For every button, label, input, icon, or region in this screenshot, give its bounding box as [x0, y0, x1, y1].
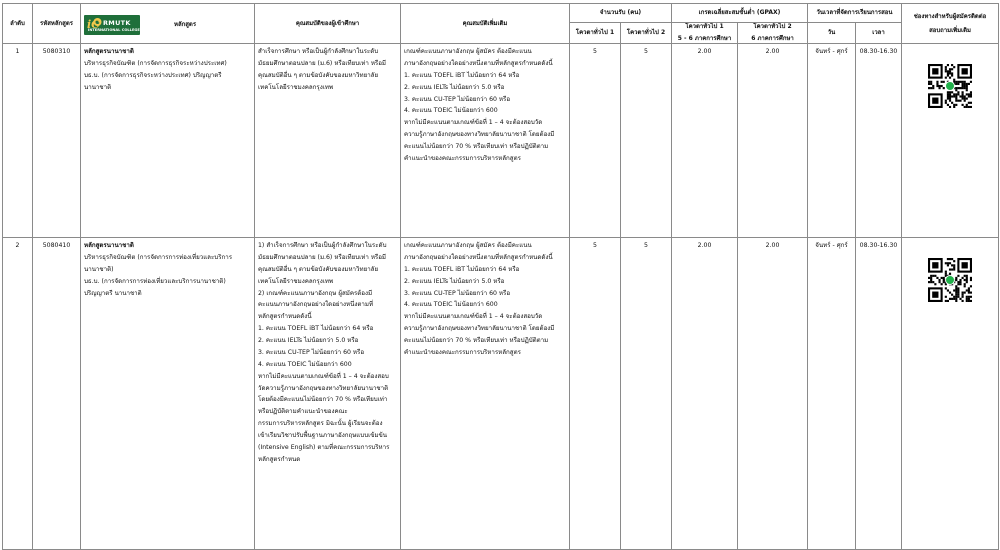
qualification-line: 4. คะแนน TOEIC ไม่น้อยกว่า 600: [258, 360, 352, 368]
quota-2: 5: [621, 44, 672, 238]
quota-2: 5: [621, 238, 672, 550]
program-title: หลักสูตรนานาชาติ: [84, 242, 134, 250]
header-quota1: โควตาทั่วไป 1: [570, 23, 621, 44]
contact-cell: [902, 238, 999, 550]
qualification-line: (Intensive English) ตามที่คณะกรรมการบริหาร: [258, 443, 390, 451]
qualification-line: หลักสูตรกำหนด: [258, 455, 301, 463]
qualification-line: มัธยมศึกษาตอนปลาย (ม.6) หรือเทียบเท่า หรือมี: [258, 254, 387, 262]
header-qualification: คุณสมบัติของผู้เข้าศึกษา: [255, 4, 401, 44]
table-row: [3, 44, 999, 238]
program-line: บธ.บ. (การจัดการการท่องเที่ยวและบริการนานาชาติ): [84, 277, 226, 285]
qualification-line: วัดความรู้ภาษาอังกฤษของทางวิทยาลัยนานาชาติ: [258, 384, 389, 392]
header-gpax2: [738, 23, 808, 44]
additional-line: 4. คะแนน TOEIC ไม่น้อยกว่า 600: [404, 301, 498, 309]
header-contact-line2: สอบถามเพิ่มเติม: [929, 26, 971, 34]
qualification-line: เทคโนโลยีราชมงคลกรุงเทพ: [258, 83, 334, 91]
additional-line: คำแนะนำของคณะกรรมการบริหารหลักสูตร: [404, 154, 521, 162]
header-gpax2-line2: 6 ภาคการศึกษา: [751, 35, 794, 43]
qualification-line: เทคโนโลยีราชมงคลกรุงเทพ: [258, 277, 334, 285]
additional-line: 1. คะแนน TOEFL iBT ไม่น้อยกว่า 64 หรือ: [404, 265, 520, 273]
qualification-line: โดยต้องมีคะแนนไม่น้อยกว่า 70 % หรือเทียบเท่า: [258, 396, 388, 404]
qualification-line: คะแนนภาษาอังกฤษอย่างใดอย่างหนึ่งตามที่: [258, 301, 374, 309]
line-qr-code[interactable]: [928, 64, 972, 108]
additional-line: คะแนนไม่น้อยกว่า 70 % หรือเทียบเท่า หรือปฏิบัติตาม: [404, 337, 549, 345]
qualification-line: หรือปฏิบัติตามคำแนะนำของคณะ: [258, 408, 348, 416]
header-program-label: หลักสูตร: [174, 20, 197, 28]
program-line: บริหารธุรกิจบัณฑิต (การจัดการธุรกิจระหว่างประเทศ): [84, 60, 227, 68]
header-no: ลำดับ: [3, 4, 33, 44]
gpax-1: 2.00: [672, 44, 738, 238]
study-day: จันทร์ - ศุกร์: [808, 44, 856, 238]
additional-line: ความรู้ภาษาอังกฤษของทางวิทยาลัยนานาชาติ โดยต้องมี: [404, 131, 555, 139]
additional-line: 3. คะแนน CU-TEP ไม่น้อยกว่า 60 หรือ: [404, 95, 511, 103]
study-time: 08.30-16.30: [856, 44, 902, 238]
additional-line: 2. คะแนน IELTs ไม่น้อยกว่า 5.0 หรือ: [404, 277, 505, 285]
qualification-cell: [255, 238, 401, 550]
header-gpax2-line1: โควตาทั่วไป 2: [753, 23, 792, 30]
study-time: 08.30-16.30: [856, 238, 902, 550]
qualification-line: สำเร็จการศึกษา หรือเป็นผู้กำลังศึกษาในระดับ: [258, 48, 379, 56]
gpax-2: 2.00: [738, 238, 808, 550]
contact-cell: [902, 44, 999, 238]
qualification-line: 3. คะแนน CU-TEP ไม่น้อยกว่า 60 หรือ: [258, 348, 365, 356]
additional-line: หากไม่มีคะแนนตามเกณฑ์ข้อที่ 1 – 4 จะต้องสอบวัด: [404, 313, 543, 321]
qualification-line: กรรมการบริหารหลักสูตร มิฉะนั้น ผู้เรียนจะต้อง: [258, 420, 383, 428]
additional-cell: [401, 44, 570, 238]
admission-table: [2, 3, 999, 550]
header-time: เวลา: [856, 23, 902, 44]
row-number: 2: [3, 238, 33, 550]
program-title: หลักสูตรนานาชาติ: [84, 48, 134, 56]
header-gpax: เกรดเฉลี่ยสะสมขั้นต่ำ (GPAX): [672, 4, 808, 23]
additional-line: 1. คะแนน TOEFL iBT ไม่น้อยกว่า 64 หรือ: [404, 71, 520, 79]
qualification-line: คุณสมบัติอื่น ๆ ตามข้อบังคับของมหาวิทยาลัย: [258, 71, 379, 79]
additional-line: ภาษาอังกฤษอย่างใดอย่างหนึ่งตามที่หลักสูตรกำหนดดังนี้: [404, 60, 553, 68]
header-program: [81, 4, 255, 44]
additional-line: คะแนนไม่น้อยกว่า 70 % หรือเทียบเท่า หรือปฏิบัติตาม: [404, 143, 549, 151]
header-contact: [902, 4, 999, 44]
table-row: [3, 238, 999, 550]
additional-line: หากไม่มีคะแนนตามเกณฑ์ข้อที่ 1 – 4 จะต้องสอบวัด: [404, 119, 543, 127]
program-line: นานาชาติ: [84, 83, 112, 91]
additional-line: 4. คะแนน TOEIC ไม่น้อยกว่า 600: [404, 107, 498, 115]
line-qr-code[interactable]: [928, 258, 972, 302]
row-number: 1: [3, 44, 33, 238]
additional-line: ภาษาอังกฤษอย่างใดอย่างหนึ่งตามที่หลักสูตรกำหนดดังนี้: [404, 254, 553, 262]
qr-code-icon[interactable]: [928, 64, 972, 108]
qualification-line: คุณสมบัติอื่น ๆ ตามข้อบังคับของมหาวิทยาลัย: [258, 265, 379, 273]
additional-line: คำแนะนำของคณะกรรมการบริหารหลักสูตร: [404, 348, 521, 356]
program-line: ปริญญาตรี นานาชาติ: [84, 289, 142, 297]
qualification-cell: [255, 44, 401, 238]
qualification-line: 1. คะแนน TOEFL iBT ไม่น้อยกว่า 64 หรือ: [258, 325, 374, 333]
program-code: 5080410: [33, 238, 81, 550]
program-code: 5080310: [33, 44, 81, 238]
quota-1: 5: [570, 238, 621, 550]
program-line: นานาชาติ): [84, 265, 114, 273]
qualification-line: หลักสูตรกำหนดดังนี้: [258, 313, 312, 321]
program-line: บริหารธุรกิจบัณฑิต (การจัดการการท่องเที่ยวและบริการ: [84, 254, 233, 262]
header-gpax1: [672, 23, 738, 44]
additional-line: 2. คะแนน IELTs ไม่น้อยกว่า 5.0 หรือ: [404, 83, 505, 91]
qualification-line: มัธยมศึกษาตอนปลาย (ม.6) หรือเทียบเท่า หรือมี: [258, 60, 387, 68]
gpax-1: 2.00: [672, 238, 738, 550]
program-cell: [81, 44, 255, 238]
qualification-line: 2) เกณฑ์คะแนนภาษาอังกฤษ ผู้สมัครต้องมี: [258, 289, 373, 297]
header-schedule: วันเวลาที่จัดการเรียนการสอน: [808, 4, 902, 23]
qualification-line: หากไม่มีคะแนนตามเกณฑ์ข้อที่ 1 – 4 จะต้องสอบ: [258, 372, 389, 380]
gpax-2: 2.00: [738, 44, 808, 238]
additional-line: ความรู้ภาษาอังกฤษของทางวิทยาลัยนานาชาติ โดยต้องมี: [404, 325, 555, 333]
study-day: จันทร์ - ศุกร์: [808, 238, 856, 550]
program-cell: [81, 238, 255, 550]
header-day: วัน: [808, 23, 856, 44]
qualification-line: เข้าเรียนวิชาปรับพื้นฐานภาษาอังกฤษแบบเข้มข้น: [258, 431, 388, 439]
additional-line: เกณฑ์คะแนนภาษาอังกฤษ ผู้สมัคร ต้องมีคะแนน: [404, 48, 532, 56]
header-gpax1-line2: 5 - 6 ภาคการศึกษา: [677, 35, 732, 43]
header-code: รหัสหลักสูตร: [33, 4, 81, 44]
header-quota2: โควตาทั่วไป 2: [621, 23, 672, 44]
logo-subtitle: INTERNATIONAL COLLEGE: [88, 27, 140, 32]
header-contact-line1: ช่องทางสำหรับผู้สมัครติดต่อ: [913, 12, 987, 20]
additional-line: เกณฑ์คะแนนภาษาอังกฤษ ผู้สมัคร ต้องมีคะแนน: [404, 242, 532, 250]
program-line: บธ.บ. (การจัดการธุรกิจระหว่างประเทศ) ปริญญาตรี: [84, 71, 222, 79]
additional-line: 3. คะแนน CU-TEP ไม่น้อยกว่า 60 หรือ: [404, 289, 511, 297]
header-gpax1-line1: โควตาทั่วไป 1: [685, 23, 724, 30]
logo-mark: iC: [87, 17, 100, 31]
college-logo: [84, 15, 140, 35]
logo-brand: RMUTK: [103, 18, 131, 27]
header-additional: คุณสมบัติเพิ่มเติม: [401, 4, 570, 44]
qualification-line: 2. คะแนน IELTs ไม่น้อยกว่า 5.0 หรือ: [258, 337, 359, 345]
qr-code-icon[interactable]: [928, 258, 972, 302]
additional-cell: [401, 238, 570, 550]
qualification-line: 1) สำเร็จการศึกษา หรือเป็นผู้กำลังศึกษาในระดับ: [258, 242, 387, 250]
header-quota: จำนวนรับ (คน): [570, 4, 672, 23]
quota-1: 5: [570, 44, 621, 238]
